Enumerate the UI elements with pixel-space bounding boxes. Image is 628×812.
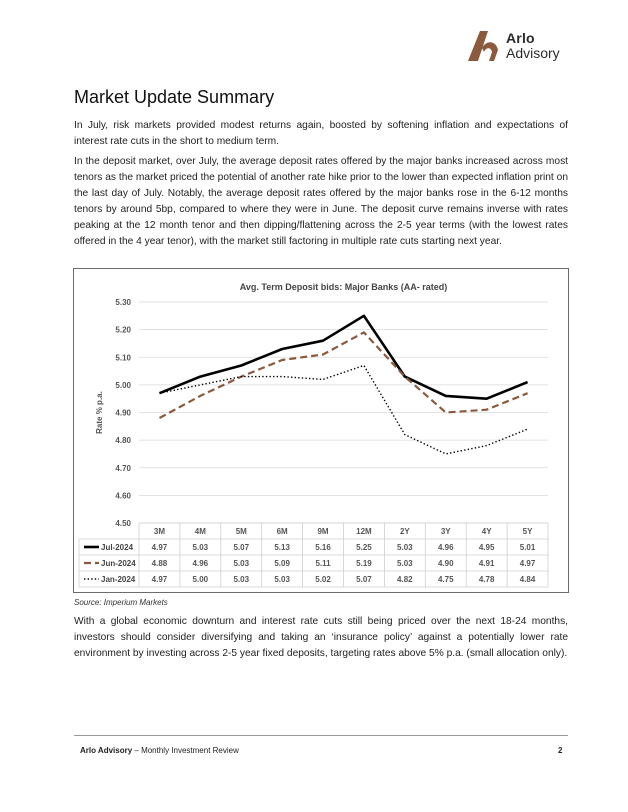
data-label: 4.78 [478,575,495,584]
y-tick-label: 5.30 [115,298,131,307]
y-tick-label: 4.70 [115,463,131,473]
brand-name-line2: Advisory [506,45,560,61]
x-tick-label: 4M [194,527,206,536]
data-label: 5.19 [356,559,372,568]
x-tick-label: 6M [276,527,288,536]
data-label: 5.03 [397,559,413,568]
footer-publication-name: – Monthly Investment Review [132,746,239,755]
page-title: Market Update Summary [74,87,275,107]
footer-publication [80,746,239,755]
data-label: 4.96 [437,543,454,552]
deposit-market-paragraph: In the deposit market, over July, the average deposit rates offered by the major banks increased across most tenors as the market priced the potential of another rate hike prior to the lower than expected inflation print on the last day of July. Notably, the average deposit rates offered by the major banks rose in the 6-12 months tenors by around 5bp, compared to where they were in June. The deposit curve remains inverse with rates peaking at the 12 month tenor and then dipping/flattening across the 2-5 year terms (with the lowest rates offered in the 4 year tenor), with the market still factoring in multiple rate cuts starting next year. [74,156,568,247]
data-label: 5.07 [356,575,372,584]
data-label: 4.75 [437,575,454,584]
y-tick-label: 4.80 [115,436,131,446]
x-tick-label: 5M [235,527,247,536]
chart-title: Avg. Term Deposit bids: Major Banks (AA- rated) [239,282,448,292]
data-label: 5.07 [233,543,250,552]
series-line-jun-2024 [160,332,528,418]
legend-label: Jun-2024 [101,559,136,568]
chart-canvas [74,269,570,594]
data-label: 4.84 [519,575,536,584]
data-label: 4.97 [151,575,168,584]
data-label: 4.91 [478,559,495,568]
data-label: 4.88 [151,559,168,568]
data-label: 5.25 [356,543,372,552]
y-tick-label: 4.90 [115,408,131,418]
brand-logo [466,28,576,64]
data-label: 4.97 [151,543,168,552]
data-label: 5.03 [397,543,413,552]
data-label: 4.95 [478,543,495,552]
y-tick-label: 4.50 [115,519,131,528]
x-tick-label: 2Y [399,527,410,536]
data-label: 5.03 [233,559,250,568]
data-label: 5.02 [315,575,331,584]
y-tick-label: 5.20 [115,325,131,335]
legend-label: Jan-2024 [101,575,136,584]
data-label: 4.90 [437,559,454,568]
data-label: 5.03 [192,543,209,552]
legend-label: Jul-2024 [101,543,134,552]
y-tick-label: 4.60 [115,491,131,501]
brand-name-line1: Arlo [506,30,535,46]
x-tick-label: 9M [317,527,329,536]
footer-brand: Arlo Advisory [80,746,133,755]
chart-source: Source: Imperium Markets [74,598,168,607]
data-label: 4.82 [397,575,413,584]
x-tick-label: 3Y [440,527,451,536]
data-label: 5.09 [274,559,290,568]
y-axis-label: Rate % p.a. [95,391,104,434]
deposit-rates-chart [73,268,569,593]
arlo-logo-icon [466,28,502,64]
data-label: 5.11 [315,559,331,568]
data-label: 5.00 [192,575,209,584]
page-number: 2 [558,746,563,755]
closing-paragraph: With a global economic downturn and interest rate cuts still being priced over the next 18-24 months, investors should consider diversifying and taking an ‘insurance policy’ against a potentially lower rate environment by investing across 2-5 year fixed deposits, targeting rates above 5% p.a. (small allocation only). [74,616,568,659]
y-tick-label: 5.10 [115,353,131,363]
data-label: 4.96 [192,559,209,568]
data-label: 4.97 [519,559,536,568]
data-label: 5.03 [233,575,250,584]
data-label: 5.03 [274,575,290,584]
x-tick-label: 3M [153,527,166,536]
data-label: 5.16 [315,543,331,552]
intro-paragraph: In July, risk markets provided modest returns again, boosted by softening inflation and expectations of interest rate cuts in the short to medium term. [74,120,568,147]
x-tick-label: 4Y [481,527,492,536]
footer-divider [74,735,568,736]
data-label: 5.01 [519,543,536,552]
x-tick-label: 5Y [522,527,533,536]
y-tick-label: 5.00 [115,380,131,390]
data-label: 5.13 [274,543,290,552]
x-tick-label: 12M [356,527,372,536]
